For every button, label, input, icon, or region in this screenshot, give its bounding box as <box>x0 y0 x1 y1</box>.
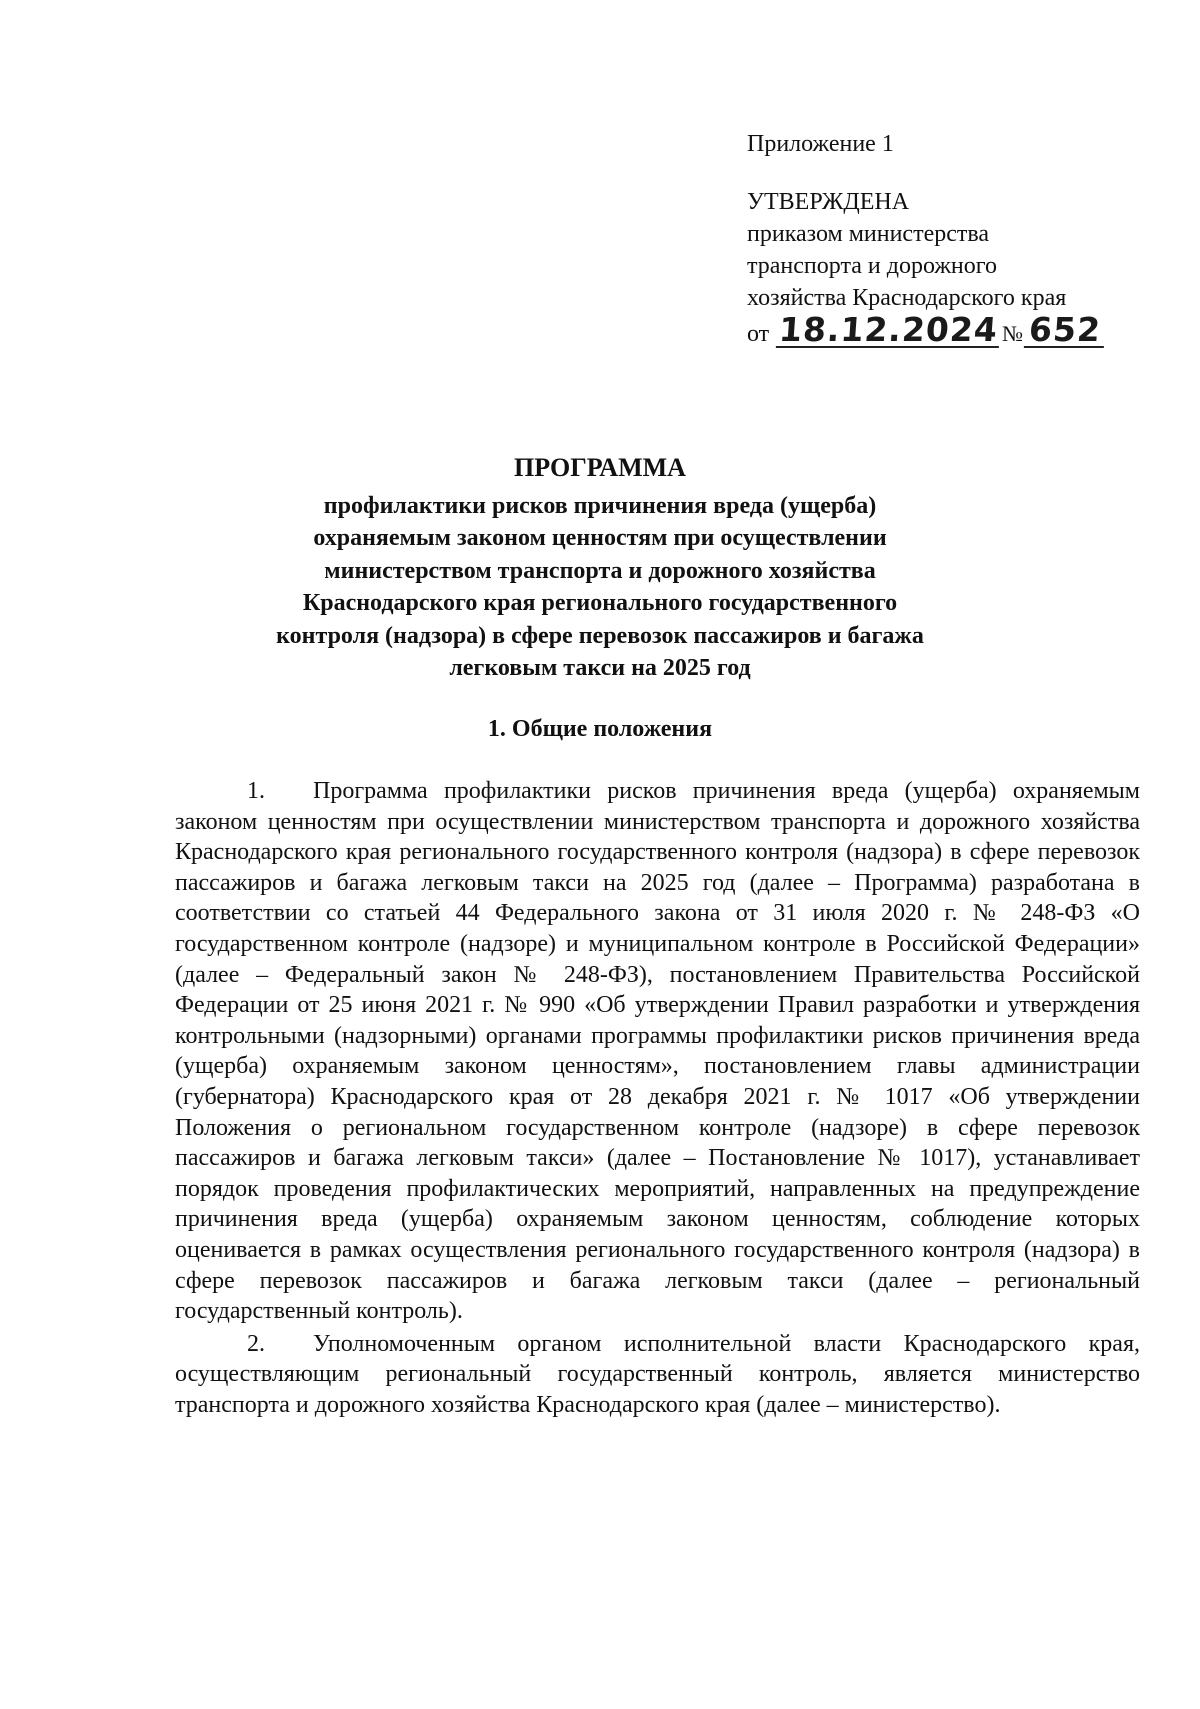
number-sign: № <box>1001 321 1023 346</box>
title-line: охраняемым законом ценностям при осуществлении <box>313 525 887 551</box>
section-heading: 1. Общие положения <box>487 716 713 742</box>
title-line: контроля (надзора) в сфере перевозок пассажиров и багажа <box>276 622 924 649</box>
order-date-line <box>747 310 1167 350</box>
paragraph-text: Уполномоченным органом исполнительной власти Краснодарского края, осуществляющим региональный государственный контроль, является министерство транспорта и дорожного хозяйства Краснодарского края (далее – министерство). <box>175 1330 1140 1418</box>
title-line: профилактики рисков причинения вреда (ущерба) <box>323 492 877 519</box>
handwritten-number: 652 <box>1024 314 1106 348</box>
handwritten-date: 18.12.2024 <box>777 310 1000 349</box>
title-line: Краснодарского края регионального государственного <box>302 590 898 616</box>
appendix-label: Приложение 1 <box>747 131 894 157</box>
title-main: ПРОГРАММА <box>514 453 686 482</box>
paragraph-number: 2. <box>247 1330 265 1357</box>
paragraph-1 <box>175 776 1140 1327</box>
paragraph-number: 1. <box>247 778 265 804</box>
approval-block <box>747 128 1167 350</box>
approval-line-3: хозяйства Краснодарского края <box>747 285 1067 311</box>
date-prefix: от <box>747 321 770 347</box>
paragraph-2 <box>175 1329 1140 1421</box>
document-title <box>160 452 1040 685</box>
approved-label: УТВЕРЖДЕНА <box>747 189 910 215</box>
paragraph-text: Программа профилактики рисков причинения вреда (ущерба) охраняемым законом ценностям при осуществлении министерством транспорта и дорожного хозяйства Краснодарского края регионального государственного контроля (надзора) в сфере перевозок пассажиров и багажа легковым такси на 2025 год (далее – Программа) разработана в соответствии со статьей 44 Федерального закона от 31 июля 2020 г. № 248-ФЗ «О государственном контроле (надзоре) и муниципальном контроле в Российской Федерации» (далее – Федеральный закон № 248-ФЗ), постановлением Правительства Российской Федерации от 25 июня 2021 г. № 990 «Об утверждении Правил разработки и утверждения контрольными (надзорными) органами программы профилактики рисков причинения вреда (ущерба) охраняемым законом ценностям», постановлением главы администрации (губернатора) Краснодарского края от 28 декабря 2021 г. № 1017 «Об утверждении Положения о региональном государственном контроле (надзоре) в сфере перевозок пассажиров и багажа легковым такси» (далее – Постановление № 1017), устанавливает порядок проведения профилактических мероприятий, направленных на предупреждение причинения вреда (ущерба) охраняемым законом ценностям, соблюдение которых оценивается в рамках осуществления регионального государственного контроля (надзора) в сфере перевозок пассажиров и багажа легковым такси (далее – региональный государственный контроль). <box>175 778 1140 1325</box>
title-line: министерством транспорта и дорожного хозяйства <box>324 557 876 584</box>
document-body <box>175 776 1140 1420</box>
approval-line-1: приказом министерства <box>747 221 990 247</box>
title-line: легковым такси на 2025 год <box>449 655 751 681</box>
approval-line-2: транспорта и дорожного <box>747 253 998 279</box>
